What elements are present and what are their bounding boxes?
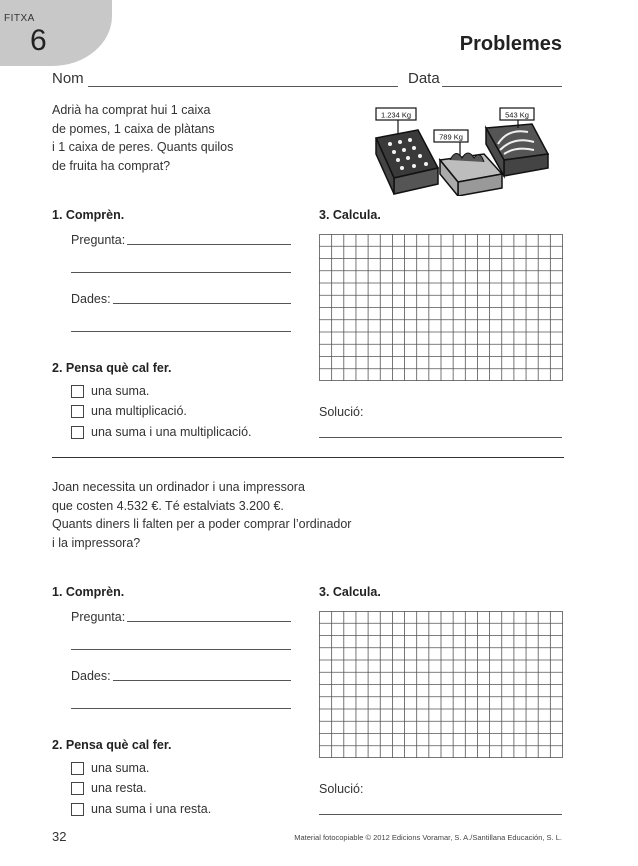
worksheet-number: 6 — [30, 24, 47, 57]
p1-solution-line[interactable] — [319, 437, 562, 438]
p2-step2-heading: 2. Pensa què cal fer. — [52, 738, 172, 752]
p2-option-subtraction-label: una resta. — [91, 781, 147, 795]
fruit-boxes-illustration — [372, 104, 552, 196]
problem1-statement: Adrià ha comprat hui 1 caixa de pomes, 1 caixa de plàtans i 1 caixa de peres. Quants quilos de fruita ha comprat? — [52, 103, 234, 173]
p1-solution-label: Solució: — [319, 405, 364, 419]
p2-step1-heading: 1. Comprèn. — [52, 585, 125, 599]
p1-question-line-2[interactable] — [71, 272, 291, 273]
p1-step1-heading: 1. Comprèn. — [52, 208, 125, 222]
p1-step2-heading: 2. Pensa què cal fer. — [52, 361, 172, 375]
page-title: Problemes — [459, 33, 562, 55]
date-label: Data — [408, 70, 440, 87]
name-field[interactable] — [88, 86, 398, 87]
p2-data-label: Dades: — [71, 669, 111, 683]
p1-option-multiplication-checkbox[interactable] — [71, 405, 84, 418]
problem2-statement: Joan necessita un ordinador i una impressora que costen 4.532 €. Té estalviats 3.200 €. Quants diners li falten per a poder comprar l’ordinador i la impressora? — [52, 480, 352, 550]
p1-option-multiplication-label: una multiplicació. — [91, 404, 187, 418]
p1-question-label: Pregunta: — [71, 233, 126, 247]
p2-solution-line[interactable] — [319, 814, 562, 815]
worksheet-label: FITXA — [4, 13, 35, 24]
p2-option-sum[interactable] — [71, 761, 149, 775]
p2-option-sum-and-subtraction-label: una suma i una resta. — [91, 802, 212, 816]
p1-data-label: Dades: — [71, 292, 111, 306]
p1-option-sum-and-multiplication-checkbox[interactable] — [71, 426, 84, 439]
pear-weight-tag: 789 Kg — [439, 132, 463, 142]
p1-calculation-grid[interactable] — [319, 234, 563, 386]
p2-question-label: Pregunta: — [71, 610, 126, 624]
p1-option-sum-and-multiplication-label: una suma i una multiplicació. — [91, 425, 252, 439]
p2-option-sum-label: una suma. — [91, 761, 150, 775]
page-number: 32 — [52, 829, 67, 844]
date-field[interactable] — [442, 86, 562, 87]
p1-grid-lines — [319, 234, 563, 381]
p2-question-line-2[interactable] — [71, 649, 291, 650]
p2-option-sum-and-subtraction[interactable] — [71, 802, 211, 816]
p2-question-line-1[interactable] — [127, 621, 291, 622]
p2-option-sum-checkbox[interactable] — [71, 762, 84, 775]
p2-option-sum-and-subtraction-checkbox[interactable] — [71, 803, 84, 816]
p1-option-sum[interactable] — [71, 384, 149, 398]
banana-weight-tag: 543 Kg — [505, 110, 529, 120]
section-divider — [52, 457, 564, 458]
p1-option-sum-label: una suma. — [91, 384, 150, 398]
p2-grid-lines — [319, 611, 563, 758]
p1-option-sum-and-multiplication[interactable] — [71, 425, 252, 439]
p2-data-line-2[interactable] — [71, 708, 291, 709]
p1-option-multiplication[interactable] — [71, 404, 187, 418]
apple-weight-tag: 1.234 Kg — [380, 110, 412, 120]
p1-data-line-2[interactable] — [71, 331, 291, 332]
p1-data-line-1[interactable] — [113, 303, 291, 304]
p2-option-subtraction-checkbox[interactable] — [71, 782, 84, 795]
p1-option-sum-checkbox[interactable] — [71, 385, 84, 398]
p1-question-line-1[interactable] — [127, 244, 291, 245]
apple-box-icon — [376, 108, 438, 194]
p2-option-subtraction[interactable] — [71, 781, 147, 795]
p2-data-line-1[interactable] — [113, 680, 291, 681]
copyright-notice: Material fotocopiable © 2012 Edicions Voramar, S. A./Santillana Educación, S. L. — [294, 833, 562, 842]
p1-step3-heading: 3. Calcula. — [319, 208, 381, 222]
name-label: Nom — [52, 70, 84, 87]
worksheet-tab-background — [0, 0, 112, 66]
p2-calculation-grid[interactable] — [319, 611, 563, 763]
p2-solution-label: Solució: — [319, 782, 364, 796]
p2-step3-heading: 3. Calcula. — [319, 585, 381, 599]
